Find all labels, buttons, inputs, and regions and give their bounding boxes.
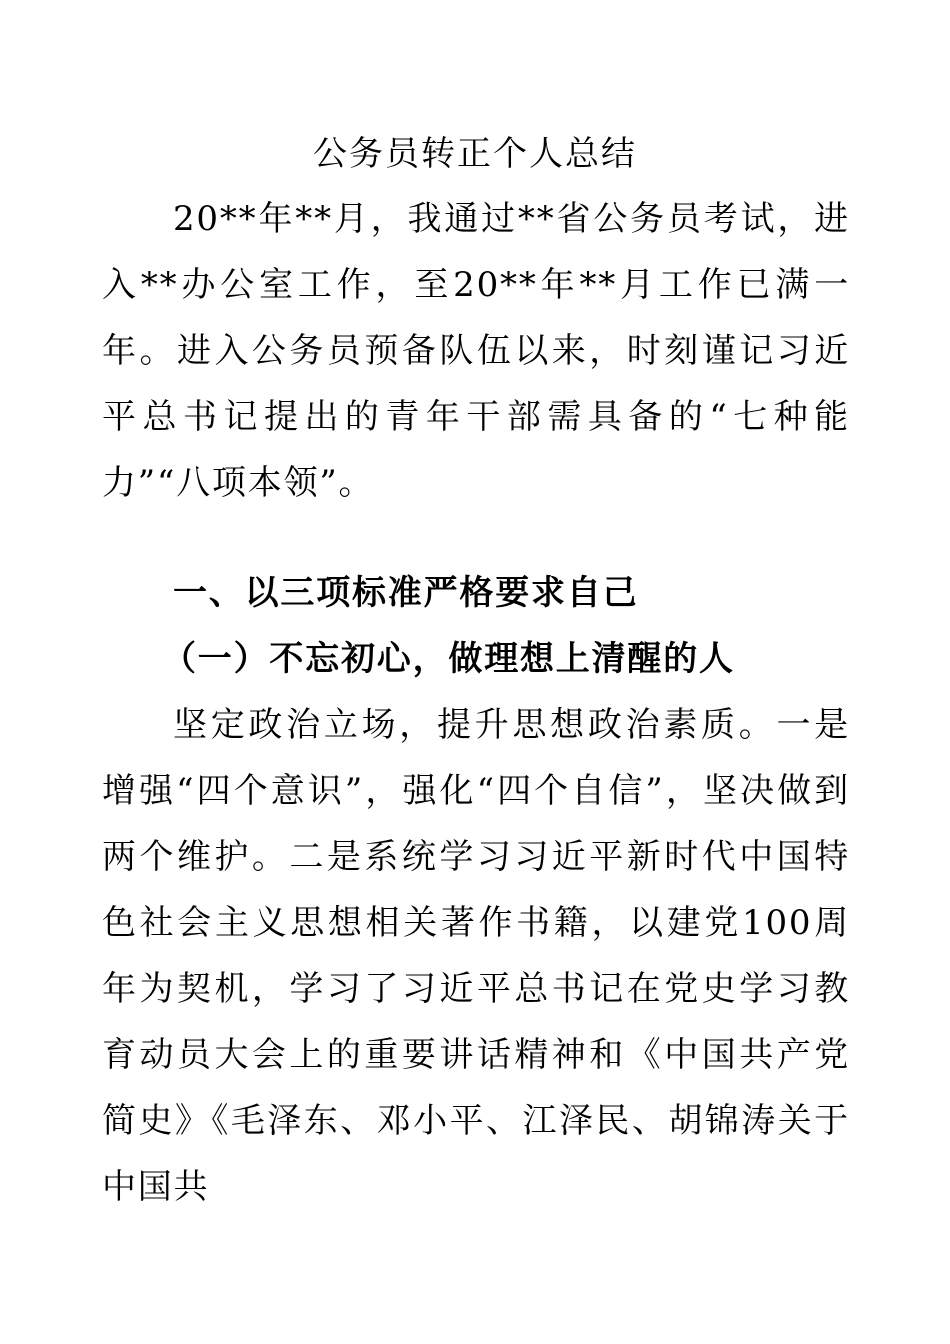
intro-paragraph: 20**年**月，我通过**省公务员考试，进入**办公室工作，至20**年**月工作已满一年。进入公务员预备队伍以来，时刻谨记习近平总书记提出的青年干部需具备的“七种能力”“八项本领”。 [102,199,850,503]
subsection-heading-1: （一）不忘初心，做理想上清醒的人 [162,639,735,679]
section-one [102,560,850,1220]
document-body [102,186,850,516]
section-heading-1: 一、以三项标准严格要求自己 [173,573,639,613]
body-paragraph: 坚定政治立场，提升思想政治素质。一是增强“四个意识”，强化“四个自信”，坚决做到两个维护。二是系统学习习近平新时代中国特色社会主义思想相关著作书籍，以建党100周年为契机，学习了习近平总书记在党史学习教育动员大会上的重要讲话精神和《中国共产党简史》《毛泽东、邓小平、江泽民、胡锦涛关于中国共 [102,705,850,1207]
document-title: 公务员转正个人总结 [313,134,637,174]
